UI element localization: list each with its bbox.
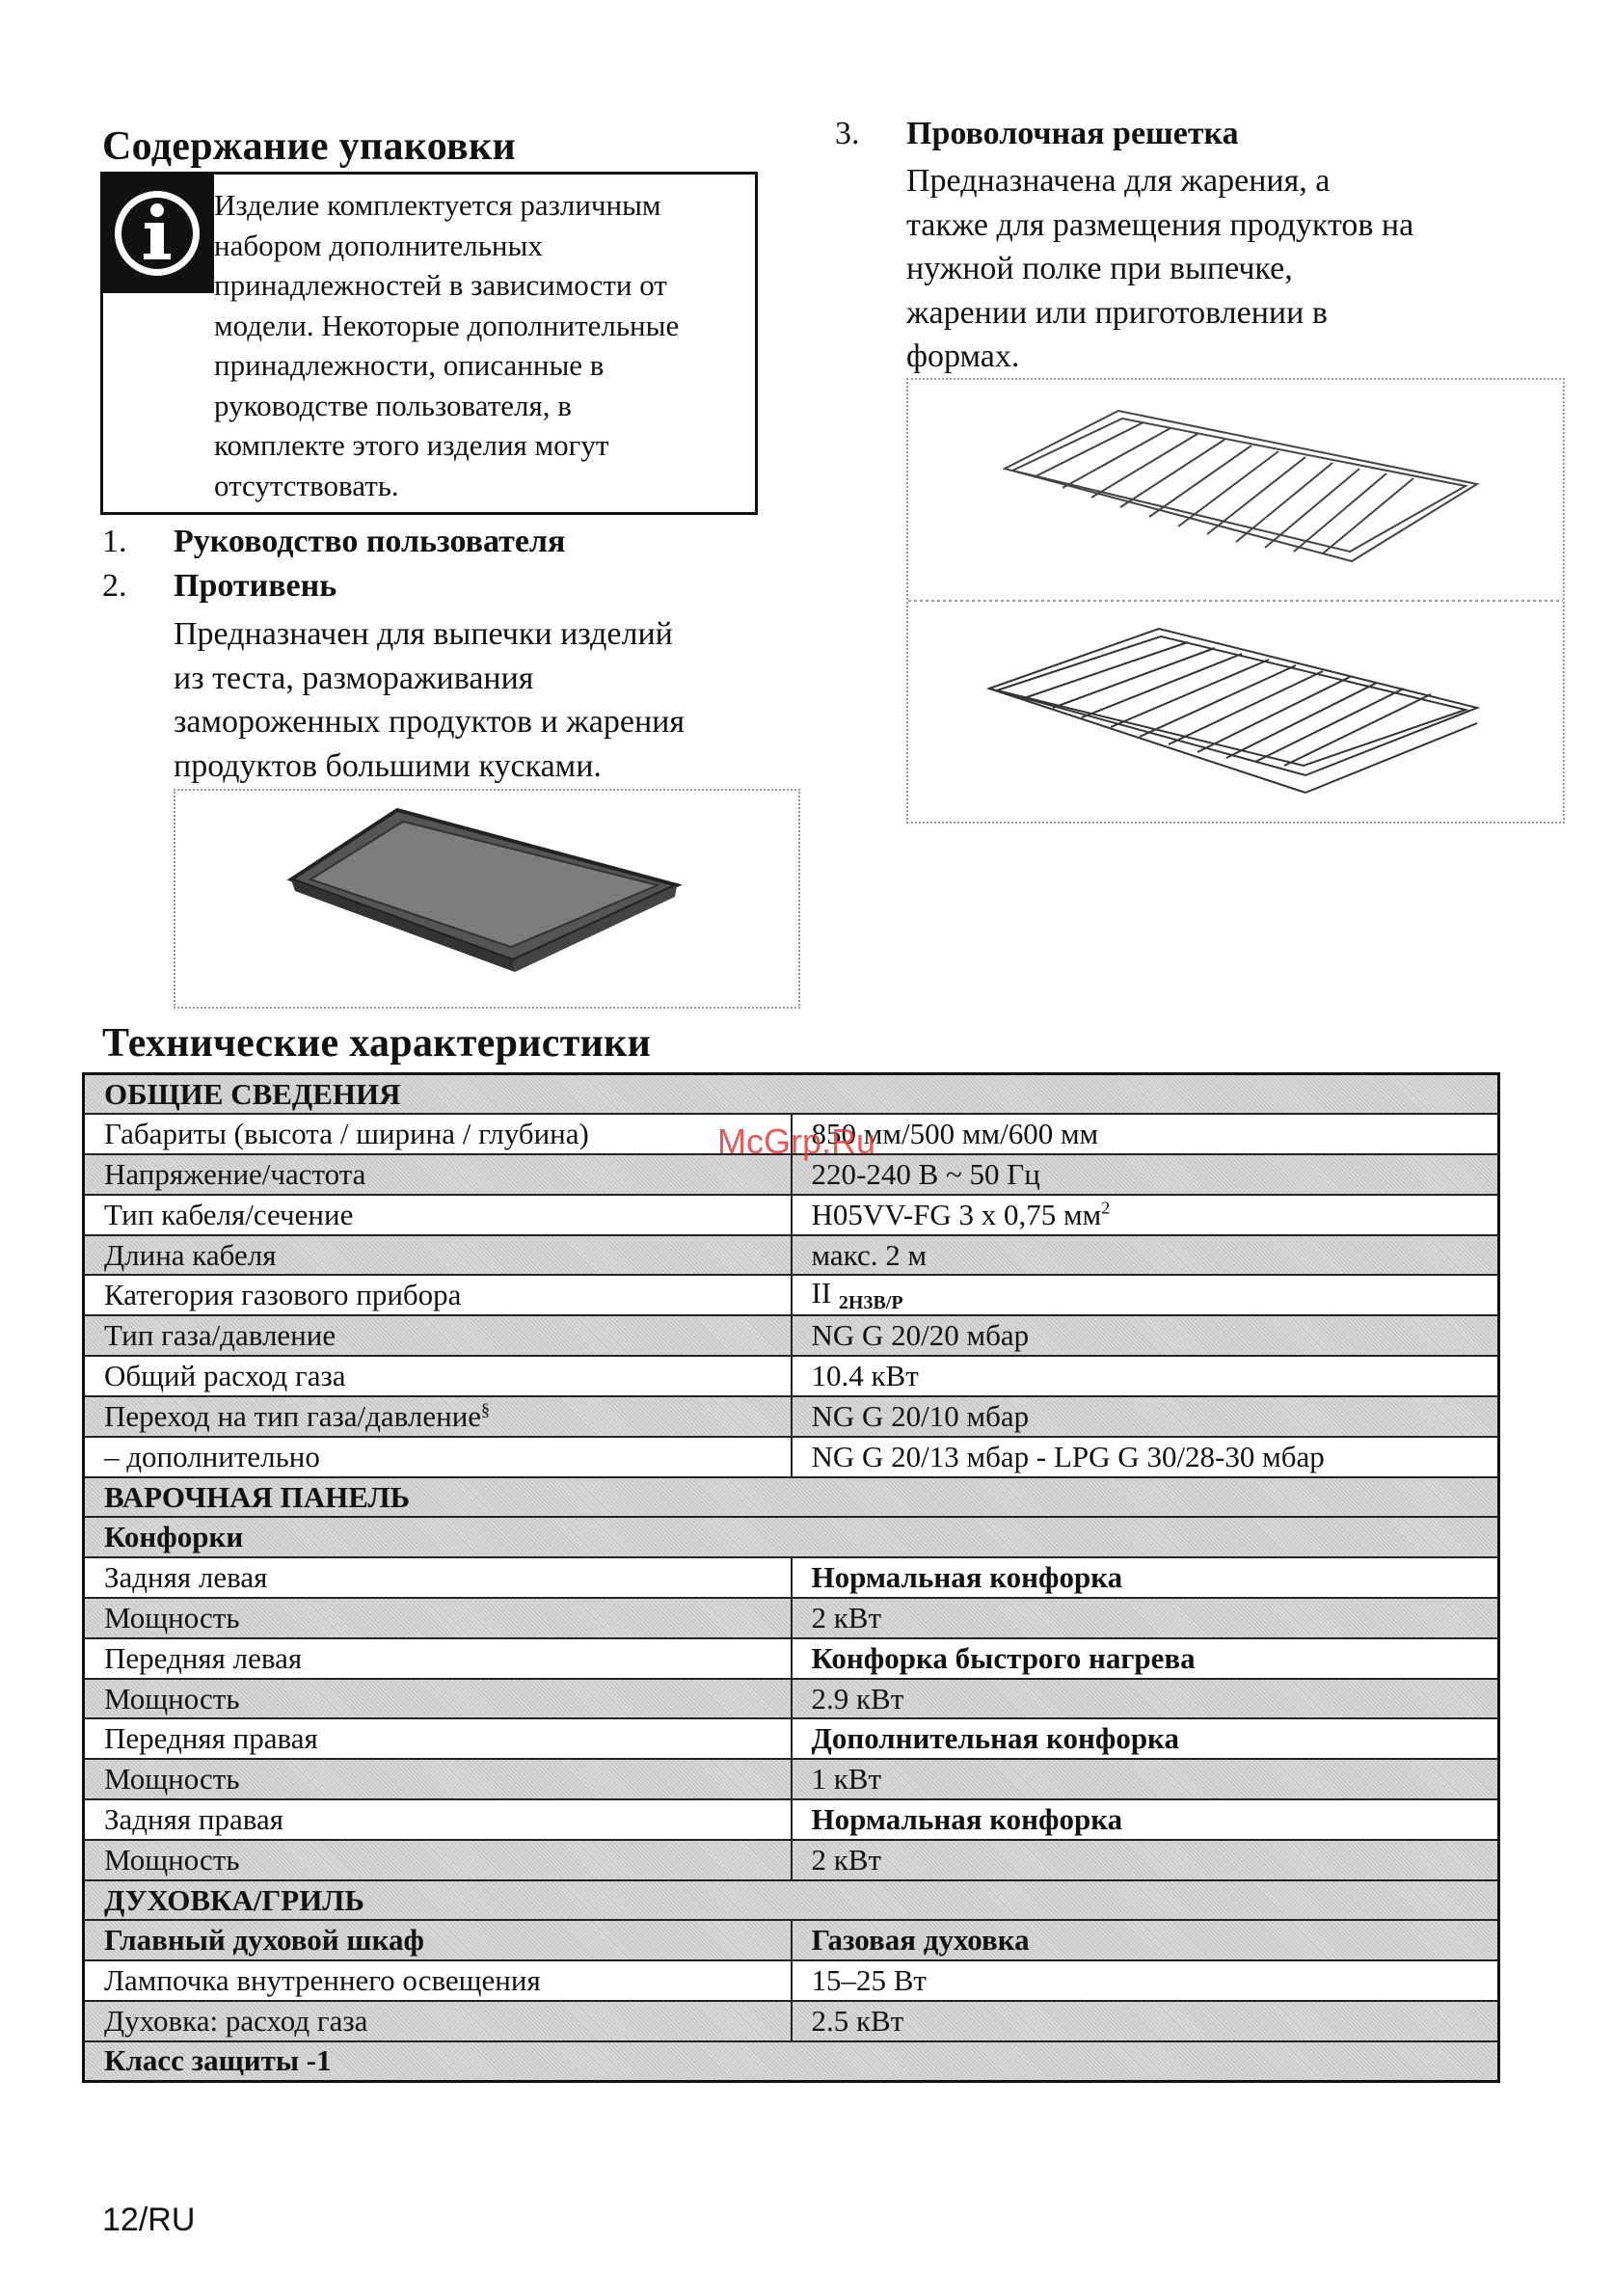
wire-rack-image — [906, 378, 1565, 824]
item-desc-tray — [174, 612, 791, 788]
table-row — [84, 1195, 1499, 1235]
spec-value: Нормальная конфорка — [792, 1557, 1499, 1598]
specs-table — [82, 1072, 1500, 2083]
table-row — [84, 1799, 1499, 1840]
spec-value: 850 мм/500 мм/600 мм — [792, 1114, 1499, 1154]
table-row — [84, 1880, 1499, 1921]
group-header: ОБЩИЕ СВЕДЕНИЯ — [84, 1074, 1499, 1115]
table-row — [84, 1477, 1499, 1518]
item-title-tray: Противень — [174, 568, 337, 604]
table-row — [84, 2041, 1499, 2082]
spec-value: Конфорка быстрого нагрева — [792, 1638, 1499, 1679]
superscript: 2 — [1101, 1198, 1111, 1218]
info-line: руководстве пользователя, в — [214, 388, 572, 422]
spec-value: 1 кВт — [792, 1759, 1499, 1799]
group-header: Класс защиты -1 — [84, 2041, 1499, 2082]
desc-line: из теста, размораживания — [174, 660, 534, 696]
spec-label: Категория газового прибора — [84, 1275, 792, 1315]
table-row — [84, 1315, 1499, 1356]
spec-value: 2 кВт — [792, 1598, 1499, 1638]
subgroup-header: Конфорки — [84, 1517, 1499, 1557]
item-desc-rack — [906, 159, 1523, 379]
spec-label: Длина кабеля — [84, 1235, 792, 1276]
table-row — [84, 1275, 1499, 1315]
section-heading-package: Содержание упаковки — [102, 124, 516, 169]
desc-line: жарении или приготовлении в — [906, 294, 1328, 331]
info-line: модели. Некоторые дополнительные — [214, 308, 680, 342]
desc-line: Предназначен для выпечки изделий — [174, 616, 673, 652]
spec-label: Передняя правая — [84, 1718, 792, 1759]
spec-value: 15–25 Вт — [792, 1960, 1499, 2001]
spec-value: Дополнительная конфорка — [792, 1718, 1499, 1759]
baking-tray-image — [174, 789, 800, 1009]
spec-label: Передняя левая — [84, 1638, 792, 1679]
spec-value: Газовая духовка — [792, 1920, 1499, 1960]
table-row — [84, 1235, 1499, 1276]
gas-switch-label: Переход на тип газа/давление — [104, 1398, 482, 1433]
list-number-1: 1. — [102, 524, 127, 559]
item-title-rack: Проволочная решетка — [906, 116, 1239, 151]
spec-value: NG G 20/13 мбар - LPG G 30/28-30 мбар — [792, 1437, 1499, 1477]
spec-value: NG G 20/20 мбар — [792, 1315, 1499, 1356]
spec-label: Духовка: расход газа — [84, 2001, 792, 2041]
table-row — [84, 1920, 1499, 1960]
desc-line: замороженных продуктов и жарения — [174, 704, 686, 740]
group-header: ДУХОВКА/ГРИЛЬ — [84, 1880, 1499, 1921]
spec-label: Мощность — [84, 1759, 792, 1799]
info-icon — [100, 172, 214, 293]
table-row — [84, 1718, 1499, 1759]
info-line: Изделие комплектуется различным — [214, 188, 661, 222]
desc-line: формах. — [906, 338, 1020, 374]
spec-value: 2.5 кВт — [792, 2001, 1499, 2041]
spec-value — [792, 1275, 1499, 1315]
table-row — [84, 1557, 1499, 1598]
watermark: McGrp.Ru — [717, 1121, 876, 1161]
gas-category: II — [811, 1276, 832, 1310]
table-row — [84, 1598, 1499, 1638]
spec-label: Общий расход газа — [84, 1356, 792, 1396]
table-row — [84, 1759, 1499, 1799]
table-row — [84, 1679, 1499, 1719]
spec-label: Лампочка внутреннего освещения — [84, 1960, 792, 2001]
info-line: комплекте этого изделия могут — [214, 428, 609, 462]
list-number-2: 2. — [102, 568, 127, 604]
spec-value: 220-240 В ~ 50 Гц — [792, 1154, 1499, 1195]
table-row — [84, 1396, 1499, 1437]
spec-label: Задняя правая — [84, 1799, 792, 1840]
spec-label: Напряжение/частота — [84, 1154, 792, 1195]
info-line: отсутствовать. — [214, 468, 399, 502]
table-row — [84, 1840, 1499, 1880]
spec-label: Тип кабеля/сечение — [84, 1195, 792, 1235]
table-row — [84, 1437, 1499, 1477]
section-heading-specs: Технические характеристики — [102, 1021, 652, 1066]
info-line: набором дополнительных — [214, 228, 543, 262]
spec-label: Мощность — [84, 1598, 792, 1638]
spec-value: 10.4 кВт — [792, 1356, 1499, 1396]
spec-label: Мощность — [84, 1679, 792, 1719]
spec-value: макс. 2 м — [792, 1235, 1499, 1276]
spec-value — [792, 1195, 1499, 1235]
info-line: принадлежности, описанные в — [214, 348, 605, 382]
info-line: принадлежностей в зависимости от — [214, 268, 667, 302]
spec-value: 2.9 кВт — [792, 1679, 1499, 1719]
spec-value: NG G 20/10 мбар — [792, 1396, 1499, 1437]
desc-line: продуктов большими кусками. — [174, 747, 602, 784]
table-row — [84, 1960, 1499, 2001]
table-row — [84, 1356, 1499, 1396]
table-row — [84, 2001, 1499, 2041]
spec-value: Нормальная конфорка — [792, 1799, 1499, 1840]
spec-label — [84, 1396, 792, 1437]
spec-label: Габариты (высота / ширина / глубина) — [84, 1114, 792, 1154]
spec-label: – дополнительно — [84, 1437, 792, 1477]
spec-label: Мощность — [84, 1840, 792, 1880]
table-row — [84, 1638, 1499, 1679]
table-row — [84, 1517, 1499, 1557]
list-number-3: 3. — [835, 116, 860, 151]
superscript: § — [481, 1399, 491, 1419]
desc-line: нужной полке при выпечке, — [906, 251, 1293, 286]
page-number: 12/RU — [102, 2201, 196, 2238]
desc-line: Предназначена для жарения, а — [906, 163, 1331, 199]
spec-value: 2 кВт — [792, 1840, 1499, 1880]
spec-label: Тип газа/давление — [84, 1315, 792, 1356]
cable-value: H05VV-FG 3 x 0,75 мм — [811, 1197, 1102, 1231]
spec-label: Главный духовой шкаф — [84, 1920, 792, 1960]
desc-line: также для размещения продуктов на — [906, 206, 1414, 243]
subscript: 2H3B/P — [838, 1292, 903, 1314]
spec-label: Задняя левая — [84, 1557, 792, 1598]
info-note-text — [214, 185, 759, 505]
group-header: ВАРОЧНАЯ ПАНЕЛЬ — [84, 1477, 1499, 1518]
item-title-manual: Руководство пользователя — [174, 524, 566, 559]
table-row — [84, 1074, 1499, 1115]
